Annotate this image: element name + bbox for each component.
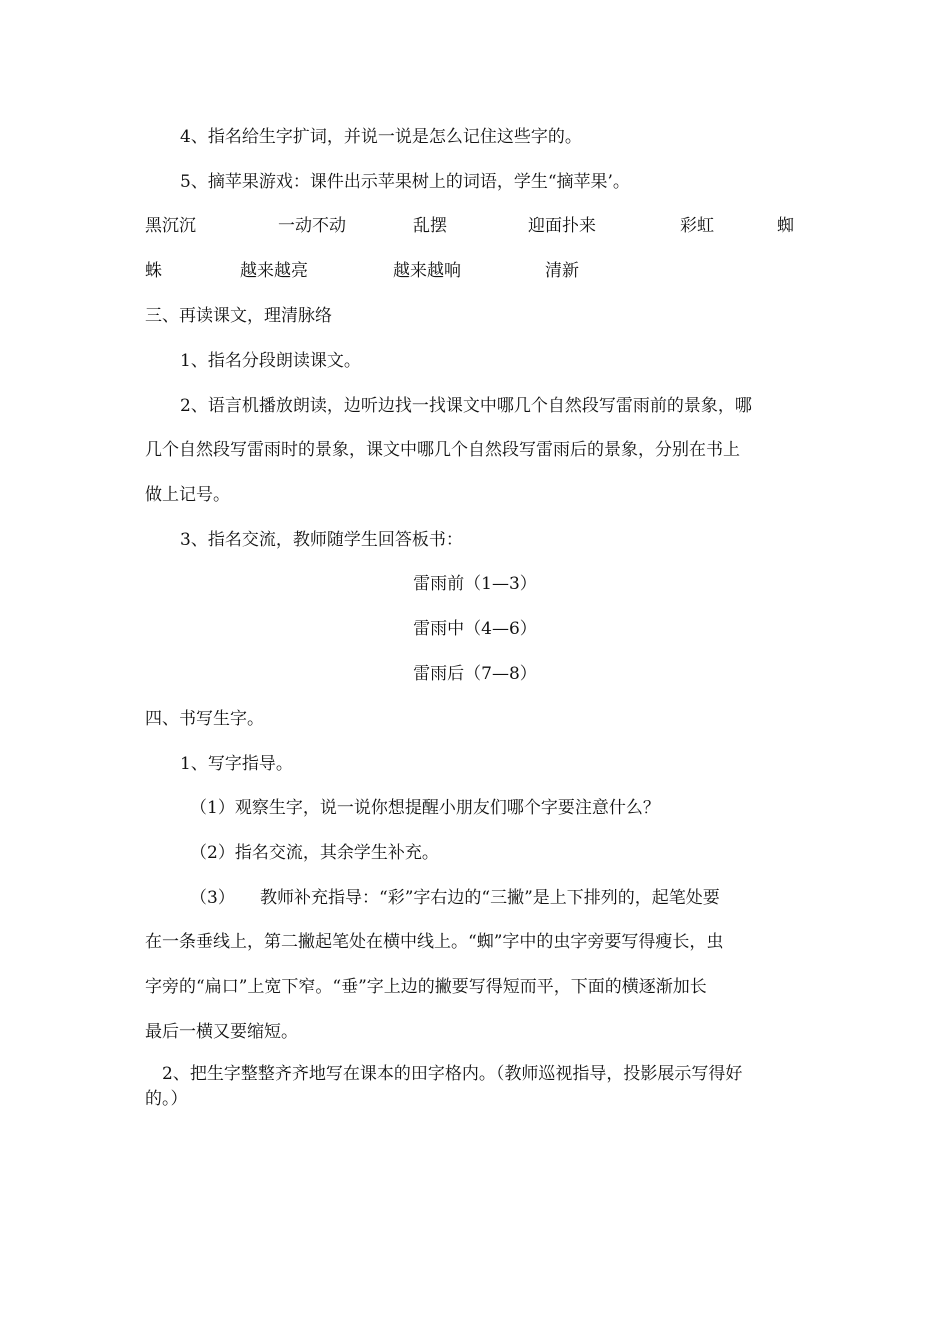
word: 彩虹 xyxy=(680,216,714,236)
board-line-2: 雷雨中（4—6） xyxy=(413,619,537,639)
word-row-1 xyxy=(145,215,805,237)
item-4: 4、指名给生字扩词，并说一说是怎么记住这些字的。 xyxy=(180,127,582,147)
section-3-heading: 三、再读课文，理清脉络 xyxy=(145,306,332,326)
word: 越来越响 xyxy=(393,261,461,281)
item-3-1: 1、指名分段朗读课文。 xyxy=(180,351,361,371)
sub-item-3-line-2: 在一条垂线上，第二撇起笔处在横中线上。“蜘”字中的虫字旁要写得瘦长，虫 xyxy=(145,932,724,952)
sub-item-2: （2）指名交流，其余学生补充。 xyxy=(190,843,439,863)
item-4-2-line-2: 的。） xyxy=(145,1089,188,1109)
word: 乱摆 xyxy=(413,216,447,236)
board-line-1: 雷雨前（1—3） xyxy=(413,574,537,594)
item-3-3: 3、指名交流，教师随学生回答板书： xyxy=(180,530,463,550)
sub-item-3-line-4: 最后一横又要缩短。 xyxy=(145,1022,298,1042)
board-line-3: 雷雨后（7—8） xyxy=(413,664,537,684)
sub-item-3-line-3: 字旁的“扁口”上宽下窄。“垂”字上边的撇要写得短而平，下面的横逐渐加长 xyxy=(145,977,707,997)
item-5: 5、摘苹果游戏：课件出示苹果树上的词语，学生“摘苹果’。 xyxy=(180,172,630,192)
item-4-2-line-1: 2、把生字整整齐齐地写在课本的田字格内。（教师巡视指导，投影展示写得好 xyxy=(162,1064,743,1084)
word: 黑沉沉 xyxy=(145,216,196,236)
word: 迎面扑来 xyxy=(528,216,596,236)
word: 蛛 xyxy=(145,261,162,281)
word-row-2 xyxy=(145,260,805,282)
sub-item-1: （1）观察生字，说一说你想提醒小朋友们哪个字要注意什么？ xyxy=(190,798,660,818)
word: 越来越亮 xyxy=(240,261,308,281)
item-3-2-line-2: 几个自然段写雷雨时的景象，课文中哪几个自然段写雷雨后的景象，分别在书上 xyxy=(145,440,740,460)
word: 蜘 xyxy=(777,216,794,236)
section-4-heading: 四、书写生字。 xyxy=(145,709,264,729)
sub-item-3-number: （3） xyxy=(190,888,235,908)
sub-item-3-line-1: 教师补充指导：“彩”字右边的“三撇”是上下排列的，起笔处要 xyxy=(260,888,720,908)
item-4-1: 1、写字指导。 xyxy=(180,754,293,774)
word: 一动不动 xyxy=(278,216,346,236)
item-3-2-line-3: 做上记号。 xyxy=(145,485,230,505)
item-3-2-line-1: 2、语言机播放朗读，边听边找一找课文中哪几个自然段写雷雨前的景象，哪 xyxy=(180,396,752,416)
word: 清新 xyxy=(545,261,579,281)
